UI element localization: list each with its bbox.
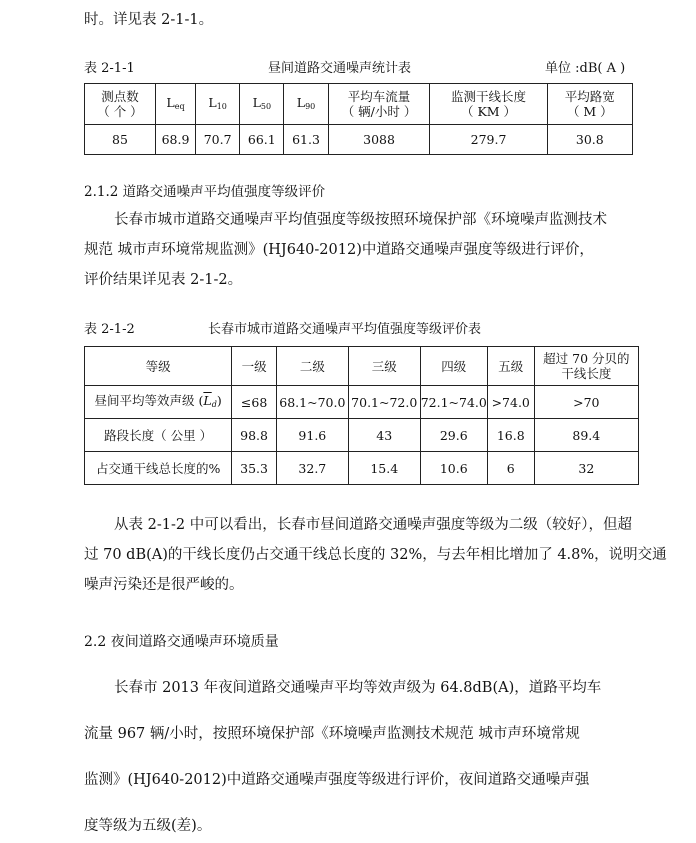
table-cell: 16.8 [487,419,534,452]
table-cell: 35.3 [232,452,277,485]
table-cell: 72.1~74.0 [420,386,487,419]
paragraph-line: 规范 城市声环境常规监测》(HJ640-2012)中道路交通噪声强度等级进行评价， [84,242,594,258]
table-cell: >70 [534,386,638,419]
paragraph-line: 噪声污染还是很严峻的。 [84,577,244,593]
paragraph-line: 度等级为五级(差)。 [84,818,212,834]
table2 [84,346,639,485]
table1-header-width-line2: （ M ） [566,104,613,119]
table2-row-label-sub: d [211,399,217,409]
table-cell: 43 [348,419,420,452]
table2-row-label: 昼间平均等效声级 $(\overline{L}_d)$ [85,386,232,419]
table2-header-over70-line1: 超过 70 分贝的 [543,351,630,366]
intro-text: 时。详见表 2-1-1。 [84,12,214,28]
table-cell: ≤68 [232,386,277,419]
table1-header-l90: $L_{90}$ [284,84,328,125]
table1-header-l50-sub: 50 [260,101,272,111]
table2-title: 长春市城市道路交通噪声平均值强度等级评价表 [208,322,482,337]
paragraph-line: 过 70 dB(A)的干线长度仍占交通干线总长度的 32%，与去年相比增加了 4.8%，说明交通 [84,547,667,563]
table-cell: 6 [487,452,534,485]
table2-row-label: 路段长度（ 公里 ） [85,419,232,452]
paragraph-line: 长春市城市道路交通噪声平均值强度等级按照环境保护部《环境噪声监测技术 [114,212,607,228]
table1-header-points [85,84,156,125]
table1-header-l10-sub: 10 [216,101,227,111]
table-cell: 279.7 [430,125,547,155]
table-cell: 29.6 [420,419,487,452]
table1-header-width-line1: 平均路宽 [564,89,615,104]
table-row [85,452,639,485]
table1-header-l50: $L_{50}$ [240,84,284,125]
table2-header-over70 [534,347,638,386]
table2-header-cell: 三级 [348,347,420,386]
paragraph-line: 从表 2-1-2 中可以看出，长春市昼间道路交通噪声强度等级为二级（较好），但超 [114,517,632,533]
table2-header-cell: 五级 [487,347,534,386]
table2-header-cell: 一级 [232,347,277,386]
table-cell: 68.9 [155,125,195,155]
table-cell: 32.7 [276,452,348,485]
table1-unit: 单位 :dB( A ) [545,61,626,76]
table1-header-row [85,84,633,125]
paragraph-line: 流量 967 辆/小时，按照环境保护部《环境噪声监测技术规范 城市声环境常规 [84,726,580,742]
table1-data-row [85,125,633,155]
table1-header-leq: $L_{eq}$ [155,84,195,125]
table1-header-l90-sub: 90 [305,101,316,111]
table1-header-width [547,84,632,125]
table-cell: 91.6 [276,419,348,452]
table-cell: 89.4 [534,419,638,452]
table1-header-length-line2: （ KM ） [460,104,517,119]
table-cell: 61.3 [284,125,328,155]
table2-row-label: 占交通干线总长度的% [85,452,232,485]
table1-label: 表 2-1-1 [84,61,135,76]
table-cell: 10.6 [420,452,487,485]
paragraph-line: 长春市 2013 年夜间道路交通噪声平均等效声级为 64.8dB(A)，道路平均车 [114,680,602,696]
table1 [84,83,633,155]
paragraph-line: 评价结果详见表 2-1-2。 [84,272,243,288]
table1-header-l10: $L_{10}$ [196,84,240,125]
table-cell: 30.8 [547,125,632,155]
table1-header-length [430,84,547,125]
table-cell: 15.4 [348,452,420,485]
table2-header-row [85,347,639,386]
table1-header-flow-line1: 平均车流量 [347,89,411,104]
section-heading-2-2: 2.2 夜间道路交通噪声环境质量 [84,634,279,650]
table-cell: 70.1~72.0 [348,386,420,419]
table1-header-points-line2: （ 个 ） [97,104,143,119]
table1-header-flow-line2: （ 辆/小时 ） [341,104,417,119]
table1-header-flow [328,84,430,125]
table-cell: >74.0 [487,386,534,419]
table-row [85,419,639,452]
table-cell: 70.7 [196,125,240,155]
table-cell: 98.8 [232,419,277,452]
table2-header-cell: 二级 [276,347,348,386]
table-row [85,386,639,419]
section-heading-2-1-2: 2.1.2 道路交通噪声平均值强度等级评价 [84,184,326,200]
table1-header-points-line1: 测点数 [101,89,139,104]
table2-label: 表 2-1-2 [84,322,135,337]
table-cell: 66.1 [240,125,284,155]
table1-title: 昼间道路交通噪声统计表 [268,61,412,76]
table-cell: 68.1~70.0 [276,386,348,419]
table-cell: 3088 [328,125,430,155]
table1-header-leq-sub: eq [174,101,185,111]
table2-header-over70-line2: 干线长度 [561,366,612,381]
table-cell: 32 [534,452,638,485]
table2-header-cell: 等级 [85,347,232,386]
paragraph-line: 监测》(HJ640-2012)中道路交通噪声强度等级进行评价，夜间道路交通噪声强 [84,772,590,788]
table1-header-length-line1: 监测干线长度 [451,89,527,104]
table2-header-cell: 四级 [420,347,487,386]
table2-row-label-symbol: $\overline{L}$ [203,392,212,408]
table-cell: 85 [85,125,156,155]
